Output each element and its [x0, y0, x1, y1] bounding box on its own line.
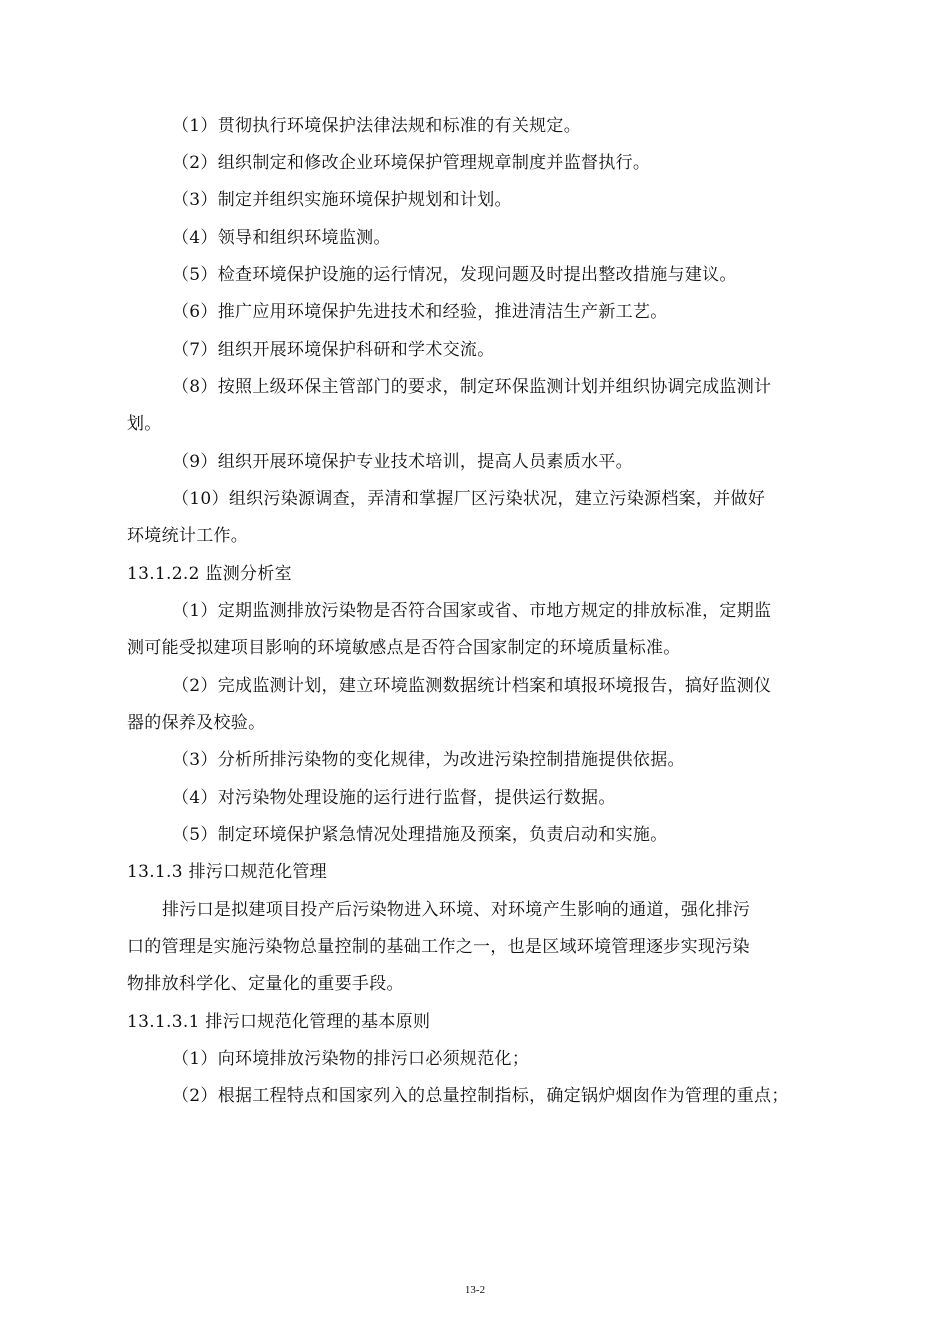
lab-item-5: （5）制定环境保护紧急情况处理措施及预案，负责启动和实施。	[172, 825, 668, 845]
duty-item-5: （5）检查环境保护设施的运行情况，发现问题及时提出整改措施与建议。	[172, 265, 737, 285]
lab-item-3: （3）分析所排污染物的变化规律，为改进污染控制措施提供依据。	[172, 750, 685, 770]
section-heading-13-1-3-1: 13.1.3.1 排污口规范化管理的基本原则	[127, 1012, 431, 1032]
principle-item-2: （2）根据工程特点和国家列入的总量控制指标，确定锅炉烟囱作为管理的重点；	[172, 1086, 789, 1106]
section-heading-13-1-3: 13.1.3 排污口规范化管理	[127, 862, 327, 882]
duty-item-8-cont: 划。	[127, 414, 162, 434]
lab-item-1-cont: 测可能受拟建项目影响的环境敏感点是否符合国家制定的环境质量标准。	[127, 638, 681, 658]
duty-item-9: （9）组织开展环境保护专业技术培训，提高人员素质水平。	[172, 452, 633, 472]
outlet-paragraph-line-2: 口的管理是实施污染物总量控制的基础工作之一，也是区域环境管理逐步实现污染	[127, 937, 750, 957]
duty-item-6: （6）推广应用环境保护先进技术和经验，推进清洁生产新工艺。	[172, 302, 668, 322]
principle-item-1: （1）向环境排放污染物的排污口必须规范化；	[172, 1049, 530, 1069]
duty-item-10: （10）组织污染源调查，弄清和掌握厂区污染状况，建立污染源档案，并做好	[172, 489, 766, 509]
duty-item-10-cont: 环境统计工作。	[127, 526, 249, 546]
duty-item-7: （7）组织开展环境保护科研和学术交流。	[172, 340, 495, 360]
lab-item-2: （2）完成监测计划，建立环境监测数据统计档案和填报环境报告，搞好监测仪	[172, 676, 772, 696]
outlet-paragraph-line-1: 排污口是拟建项目投产后污染物进入环境、对环境产生影响的通道，强化排污	[162, 900, 751, 920]
duty-item-2: （2）组织制定和修改企业环境保护管理规章制度并监督执行。	[172, 153, 651, 173]
lab-item-2-cont: 器的保养及校验。	[127, 713, 266, 733]
lab-item-1: （1）定期监测排放污染物是否符合国家或省、市地方规定的排放标准，定期监	[172, 601, 772, 621]
duty-item-3: （3）制定并组织实施环境保护规划和计划。	[172, 190, 512, 210]
section-heading-13-1-2-2: 13.1.2.2 监测分析室	[127, 564, 292, 584]
duty-item-1: （1）贯彻执行环境保护法律法规和标准的有关规定。	[172, 116, 582, 136]
lab-item-4: （4）对污染物处理设施的运行进行监督，提供运行数据。	[172, 788, 616, 808]
duty-item-8: （8）按照上级环保主管部门的要求，制定环保监测计划并组织协调完成监测计	[172, 377, 772, 397]
page-number: 13-2	[464, 1284, 486, 1296]
duty-item-4: （4）领导和组织环境监测。	[172, 228, 391, 248]
outlet-paragraph-line-3: 物排放科学化、定量化的重要手段。	[127, 974, 404, 994]
